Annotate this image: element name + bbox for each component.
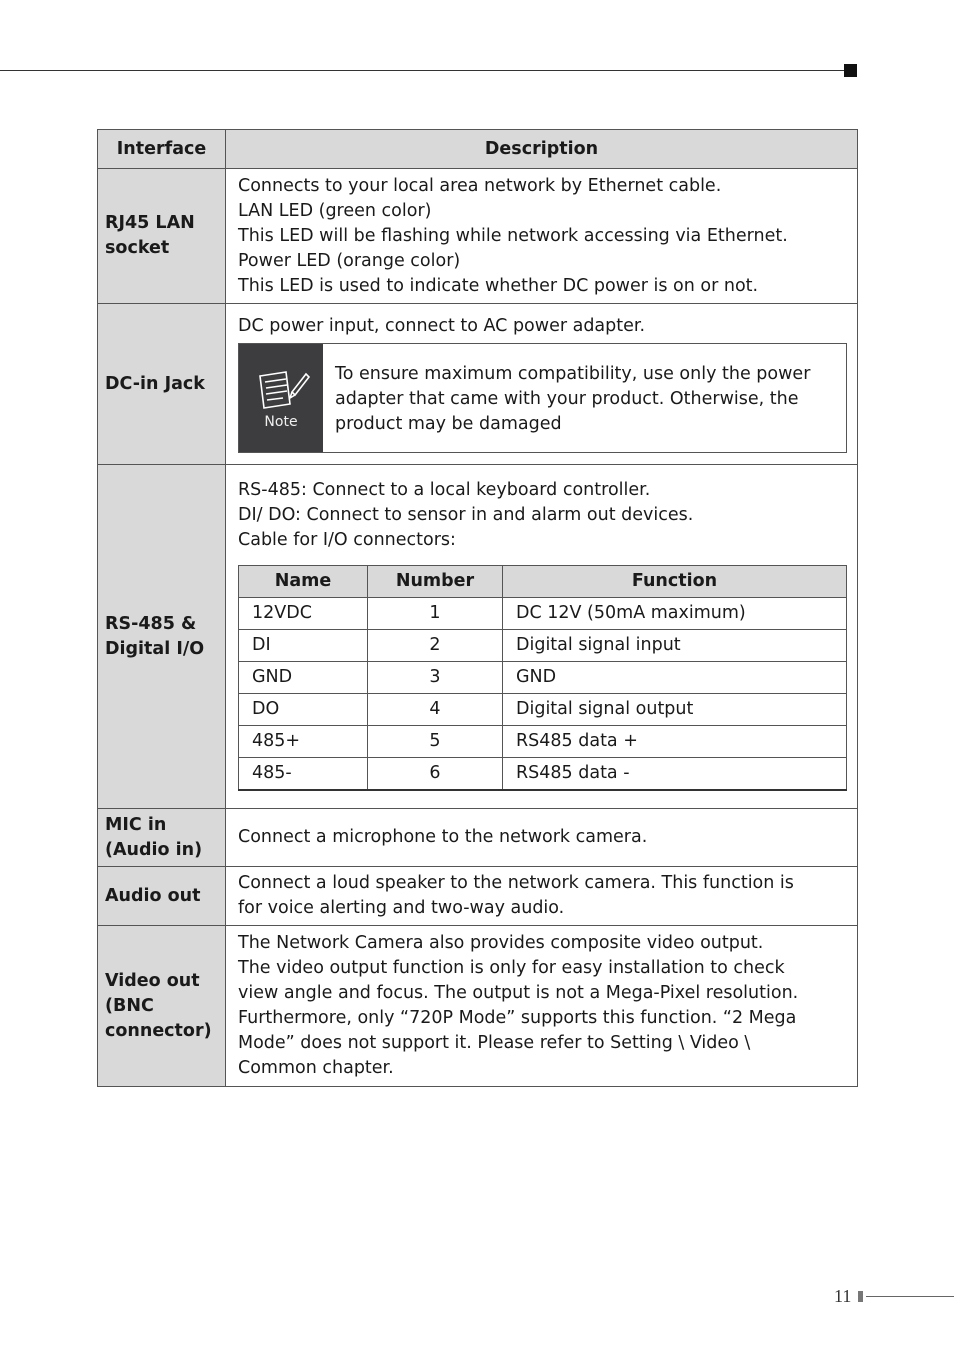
header-interface: Interface	[98, 130, 226, 169]
io-connector-table	[238, 565, 847, 791]
row-rj45	[98, 169, 858, 304]
note-label: Note	[264, 413, 298, 430]
row-video-out	[98, 926, 858, 1087]
interface-cell: Audio out	[98, 867, 226, 926]
note-box	[238, 343, 847, 453]
row-audio-out	[98, 867, 858, 926]
row-dc-in	[98, 304, 858, 465]
note-pencil-icon	[252, 366, 310, 412]
page-number: 11	[834, 1286, 852, 1306]
description-cell: RS-485: Connect to a local keyboard controller. DI/ DO: Connect to sensor in and alarm out devices. Cable for I/O connectors: Name Number Function 12VDC 1 DC 12V (50mA maximum) DI 2 Digital signal input GND 3 GND DO 4 Digital signal output 485+ 5 RS485 data + 485- 6 RS485 data -	[226, 465, 858, 809]
io-header-function: Function	[503, 566, 847, 598]
interface-table	[97, 129, 858, 1087]
top-square-marker	[844, 64, 857, 77]
table-row: 485- 6 RS485 data -	[239, 758, 847, 791]
interface-cell: Video out (BNC connector)	[98, 926, 226, 1087]
table-row: 12VDC 1 DC 12V (50mA maximum)	[239, 598, 847, 630]
description-cell: Connect a microphone to the network camera.	[226, 809, 858, 867]
row-rs485	[98, 465, 858, 809]
header-description: Description	[226, 130, 858, 169]
io-header-name: Name	[239, 566, 368, 598]
io-header-row	[239, 566, 847, 598]
top-rule	[0, 70, 848, 71]
io-header-number: Number	[368, 566, 503, 598]
row-mic-in	[98, 809, 858, 867]
bottom-rule	[866, 1296, 954, 1297]
interface-table-header	[98, 130, 858, 169]
description-cell: DC power input, connect to AC power adapter. Note To ensure maximum compatibility, use only the power adapter that came with your product. Otherwise, the product may be damaged	[226, 304, 858, 465]
description-cell: The Network Camera also provides composite video output. The video output function is only for easy installation to check view angle and focus. The output is not a Mega-Pixel resolution. Furthermore, only “720P Mode” supports this function. “2 Mega Mode” does not support it. Please refer to Setting \ Video \ Common chapter.	[226, 926, 858, 1087]
interface-cell: MIC in (Audio in)	[98, 809, 226, 867]
interface-cell: RS-485 & Digital I/O	[98, 465, 226, 809]
table-row: DI 2 Digital signal input	[239, 630, 847, 662]
table-row: GND 3 GND	[239, 662, 847, 694]
interface-cell: RJ45 LAN socket	[98, 169, 226, 304]
description-cell: Connects to your local area network by Ethernet cable. LAN LED (green color) This LED will be flashing while network accessing via Ethernet. Power LED (orange color) This LED is used to indicate whether DC power is on or not.	[226, 169, 858, 304]
table-row: DO 4 Digital signal output	[239, 694, 847, 726]
description-cell: Connect a loud speaker to the network camera. This function is for voice alerting and two-way audio.	[226, 867, 858, 926]
note-icon-cell	[239, 344, 323, 452]
table-row: 485+ 5 RS485 data +	[239, 726, 847, 758]
page-number-marker	[858, 1291, 863, 1302]
note-text: To ensure maximum compatibility, use only the power adapter that came with your product. Otherwise, the product may be damaged	[335, 363, 811, 434]
interface-cell: DC-in Jack	[98, 304, 226, 465]
